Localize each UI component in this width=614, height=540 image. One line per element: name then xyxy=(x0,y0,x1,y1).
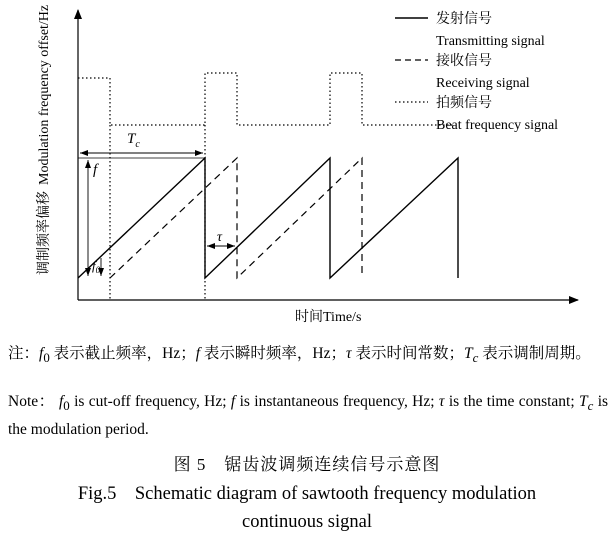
y-axis-label: 调制频率偏移Modulation frequency offset/Hz xyxy=(37,4,52,275)
receiving-signal xyxy=(110,158,362,278)
period-label: $T_c$ xyxy=(127,131,140,150)
legend-beat-cn: 拍频信号 xyxy=(436,96,492,111)
figure-caption-english-line1: Fig.5 Schematic diagram of sawtooth frequency modulation xyxy=(77,484,537,504)
legend-receiving-cn: 接收信号 xyxy=(436,54,492,69)
legend-transmitting-cn: 发射信号 xyxy=(436,12,492,27)
tau-label: τ xyxy=(217,230,223,245)
transmitting-signal xyxy=(78,158,458,278)
x-axis-label: 时间Time/s xyxy=(295,310,362,325)
figure-caption-english-line2: continuous signal xyxy=(241,512,372,532)
legend xyxy=(395,11,558,133)
legend-beat-en: Beat frequency signal xyxy=(436,118,559,133)
beat-signal xyxy=(78,73,455,300)
legend-receiving-en: Receiving signal xyxy=(436,76,530,91)
f-label: f xyxy=(93,162,98,178)
f0-label: $f_0$ xyxy=(92,258,101,275)
note-english: Note： $f_0$ is cut-off frequency, Hz; f is instantaneous frequency, Hz; τ is the time constant; $T_c$ is the modulation period. xyxy=(8,393,609,439)
figure-caption-chinese: 图 5 锯齿波调频连续信号示意图 xyxy=(173,455,441,474)
note-chinese: 注：$f_0$ 表示截止频率，Hz；f 表示瞬时频率，Hz；τ 表示时间常数；$T_c$ 表示调制周期。 xyxy=(8,345,591,366)
legend-transmitting-en: Transmitting signal xyxy=(436,34,545,49)
